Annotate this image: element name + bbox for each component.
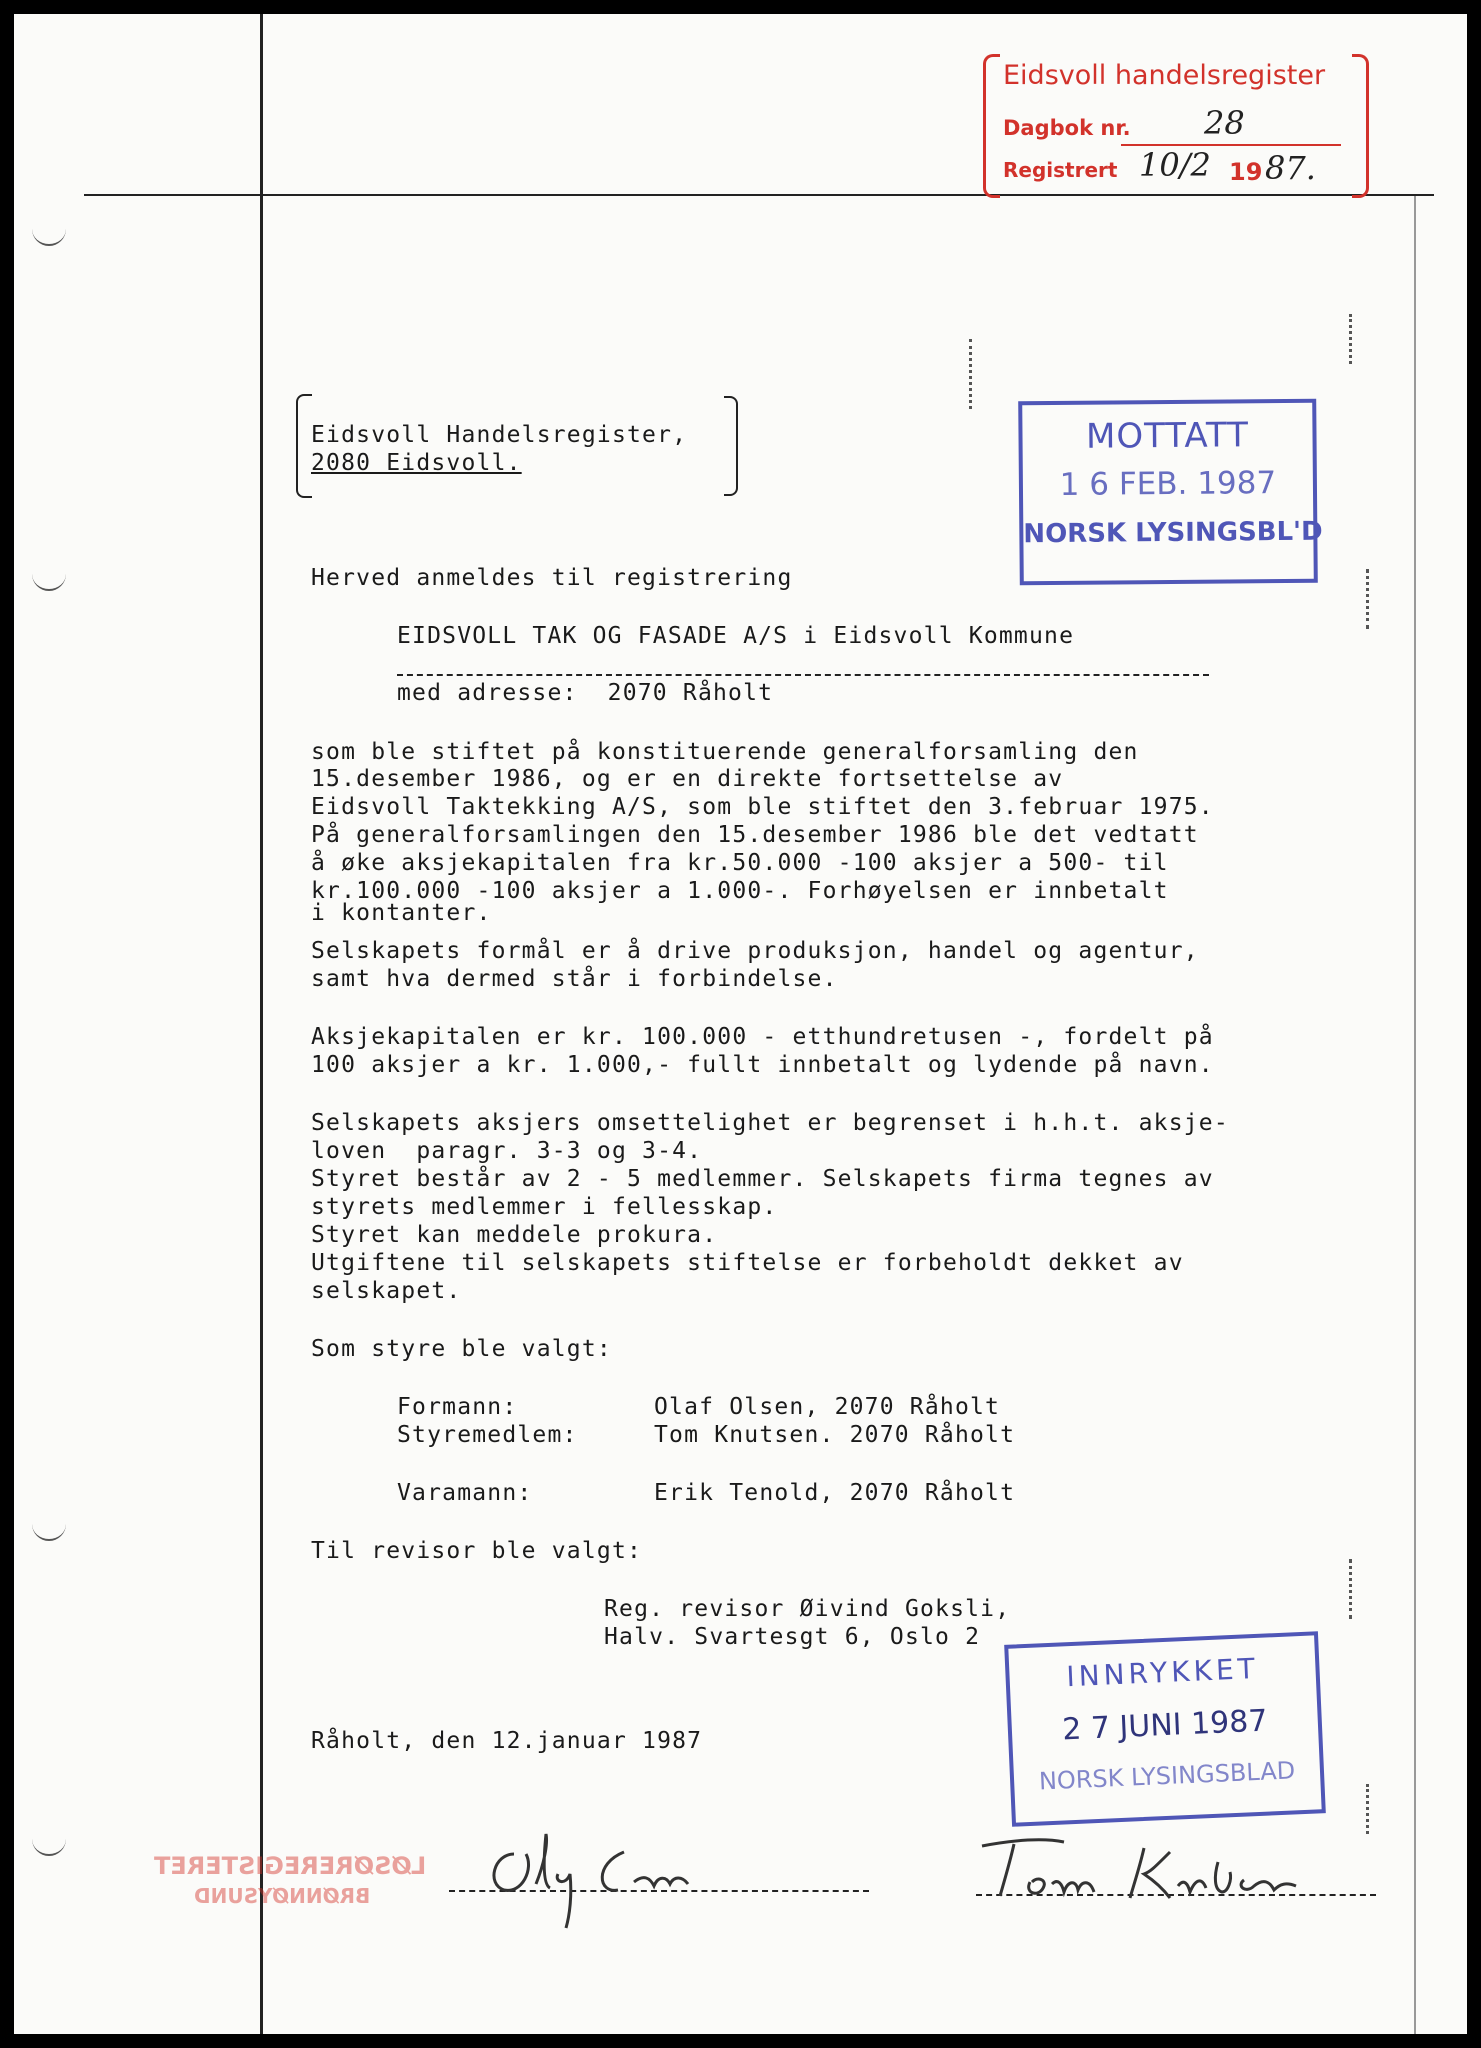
- body-line: 15.desember 1986, og er en direkte fortsettelse av: [311, 766, 1064, 792]
- header-rule: [84, 194, 1434, 196]
- punch-mark: [32, 1834, 66, 1856]
- staple-marks: [1349, 314, 1352, 364]
- body-line: styrets medlemmer i fellesskap.: [311, 1194, 778, 1220]
- board-name: Tom Knutsen. 2070 Råholt: [654, 1422, 1016, 1448]
- body-line: Utgiftene til selskapets stiftelse er forbeholdt dekket av: [311, 1250, 1184, 1276]
- left-margin-rule: [260, 14, 263, 2034]
- body-line: samt hva dermed står i forbindelse.: [311, 966, 838, 992]
- board-role: Styremedlem:: [397, 1422, 578, 1448]
- dagbok-label: Dagbok nr.: [1003, 116, 1131, 140]
- body-line: Selskapets formål er å drive produksjon, handel og agentur,: [311, 938, 1199, 964]
- received-stamp-publisher: NORSK LYSINGSBL'D: [1023, 516, 1323, 550]
- body-line: å øke aksjekapitalen fra kr.50.000 -100 aksjer a 500- til: [311, 850, 1169, 876]
- stamp-bracket-right: [1352, 54, 1369, 198]
- board-intro: Som styre ble valgt:: [311, 1336, 612, 1362]
- body-line: som ble stiftet på konstituerende generalforsamling den: [311, 739, 1139, 765]
- filed-stamp-date: 2 7 JUNI 1987: [1061, 1703, 1269, 1748]
- register-stamp: [989, 54, 1369, 192]
- body-line: kr.100.000 -100 aksjer a 1.000-. Forhøyelsen er innbetalt: [311, 878, 1169, 904]
- body-line: Aksjekapitalen er kr. 100.000 - etthundretusen -, fordelt på: [311, 1024, 1214, 1050]
- punch-mark: [32, 1519, 66, 1541]
- auditor-line: Reg. revisor Øivind Goksli,: [604, 1596, 1011, 1622]
- board-role: Formann:: [397, 1394, 518, 1420]
- board-name: Olaf Olsen, 2070 Råholt: [654, 1394, 1001, 1420]
- signature-tom-knutsen: [974, 1832, 1304, 1912]
- received-stamp-date: 1 6 FEB. 1987: [1059, 465, 1277, 503]
- signature-olaf-olsen: [474, 1824, 734, 1934]
- register-stamp-title: Eidsvoll handelsregister: [1003, 60, 1326, 91]
- filed-stamp-title: INNRYKKET: [1065, 1651, 1260, 1694]
- filed-stamp-publisher: NORSK LYSINGSBLAD: [1038, 1756, 1296, 1796]
- registrert-date: 10/2: [1139, 146, 1211, 184]
- received-stamp-title: MOTTATT: [1085, 415, 1250, 457]
- body-line: Styret kan meddele prokura.: [311, 1222, 718, 1248]
- body-line: På generalforsamlingen den 15.desember 1986 ble det vedtatt: [311, 822, 1199, 848]
- staple-marks: [1349, 1559, 1352, 1619]
- staple-marks: [969, 339, 972, 409]
- company-name: EIDSVOLL TAK OG FASADE A/S i Eidsvoll Kommune: [397, 623, 1075, 649]
- punch-mark: [32, 569, 66, 591]
- right-edge-rule: [1414, 196, 1416, 2034]
- recipient-line-2: 2080 Eidsvoll.: [311, 450, 522, 476]
- address-bracket-right: [724, 396, 738, 496]
- registrert-year-prefix: 19: [1229, 158, 1263, 186]
- ghost-stamp-line-1: LØSØREREGISTERET: [154, 1852, 427, 1880]
- punch-mark: [32, 224, 66, 246]
- body-line: Eidsvoll Taktekking A/S, som ble stiftet den 3.februar 1975.: [311, 794, 1214, 820]
- staple-marks: [1366, 569, 1369, 629]
- auditor-intro: Til revisor ble valgt:: [311, 1538, 643, 1564]
- body-line: i kontanter.: [311, 900, 492, 926]
- body-line: loven paragr. 3-3 og 3-4.: [311, 1138, 703, 1164]
- company-address: med adresse: 2070 Råholt: [397, 680, 774, 706]
- dagbok-number: 28: [1204, 104, 1245, 142]
- document-page: [14, 14, 1467, 2034]
- place-date: Råholt, den 12.januar 1987: [311, 1728, 703, 1754]
- address-bracket-left: [296, 394, 312, 498]
- body-line: Styret består av 2 - 5 medlemmer. Selskapets firma tegnes av: [311, 1166, 1214, 1192]
- recipient-line-1: Eidsvoll Handelsregister,: [311, 422, 688, 448]
- registrert-label: Registrert: [1003, 158, 1118, 182]
- filed-stamp: [1004, 1631, 1326, 1827]
- auditor-line: Halv. Svartesgt 6, Oslo 2: [604, 1624, 981, 1650]
- received-stamp: [1018, 399, 1323, 586]
- company-underline: [397, 674, 1209, 676]
- ghost-stamp-line-2: BRØNNØYSUND: [194, 1884, 371, 1908]
- stamp-bracket-left: [983, 54, 1000, 198]
- body-line: 100 aksjer a kr. 1.000,- fullt innbetalt og lydende på navn.: [311, 1052, 1214, 1078]
- body-line: Selskapets aksjers omsettelighet er begrenset i h.h.t. aksje-: [311, 1110, 1229, 1136]
- registrert-year-suffix: 87.: [1265, 149, 1316, 187]
- intro-text: Herved anmeldes til registrering: [311, 565, 793, 591]
- board-role: Varamann:: [397, 1480, 533, 1506]
- staple-marks: [1366, 1784, 1369, 1834]
- board-name: Erik Tenold, 2070 Råholt: [654, 1480, 1016, 1506]
- body-line: selskapet.: [311, 1278, 462, 1304]
